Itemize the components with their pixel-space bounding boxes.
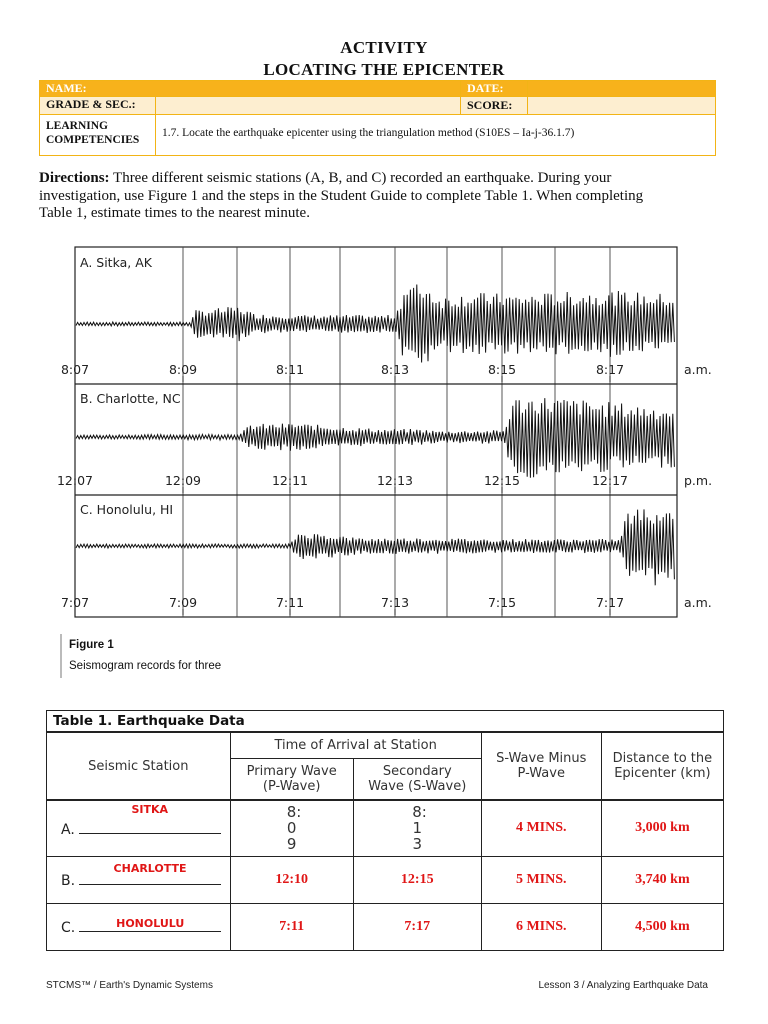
p-wave-cell: 12:10: [230, 856, 353, 903]
s-wave-cell: [353, 800, 481, 856]
page-subtitle: LOCATING THE EPICENTER: [263, 60, 505, 79]
distance-cell: 3,000 km: [601, 800, 723, 856]
time-tick-label: 7:09: [168, 595, 198, 610]
seismogram-trace: [76, 509, 674, 585]
col-header-arrival: Time of Arrival at Station: [230, 732, 481, 758]
score-label: SCORE:: [461, 97, 528, 115]
station-name: SITKA: [131, 802, 169, 816]
name-label: NAME:: [40, 81, 461, 97]
directions-label: Directions:: [39, 170, 110, 186]
time-period-label: a.m.: [684, 595, 712, 610]
time-tick-label: 7:07: [60, 595, 90, 610]
table-row: [47, 856, 724, 903]
station-letter: A.: [61, 821, 75, 838]
table-caption: Table 1. Earthquake Data: [47, 711, 724, 733]
date-label: DATE:: [461, 81, 528, 97]
time-period-label: p.m.: [684, 473, 713, 488]
diff-cell: 6 MINS.: [481, 903, 601, 950]
station-label: B. Charlotte, NC: [80, 391, 181, 406]
station-name: CHARLOTTE: [113, 862, 187, 875]
col-header-station: Seismic Station: [47, 732, 231, 800]
time-tick-label: 7:13: [380, 595, 410, 610]
time-tick-label: 7:11: [275, 595, 305, 610]
p-wave-value: 8:09: [286, 803, 302, 854]
col-header-primary: Primary Wave (P-Wave): [230, 758, 353, 800]
student-info-table: [39, 80, 716, 156]
directions-text: Three different seismic stations (A, B, and C) recorded an earthquake. During your investigation, use Figure 1 and the steps in the Student Guide to complete Table 1. When completing Table 1, estimate times to the nearest minute.: [39, 170, 644, 221]
s-wave-value: 8:13: [412, 803, 427, 854]
time-tick-label: 7:15: [487, 595, 517, 610]
distance-cell: 3,740 km: [601, 856, 723, 903]
seismogram-figure: [0, 232, 768, 624]
time-tick-label: 8:13: [380, 362, 410, 377]
col-header-secondary: Secondary Wave (S-Wave): [353, 758, 481, 800]
score-field[interactable]: [528, 97, 716, 115]
station-letter: C.: [61, 920, 76, 936]
station-blank[interactable]: [79, 802, 221, 834]
competency-text: 1.7. Locate the earthquake epicenter using the triangulation method (S10ES – Ia-j-36.1.7): [162, 127, 575, 139]
station-letter: B.: [61, 873, 76, 889]
s-wave-cell: 12:15: [353, 856, 481, 903]
time-tick-label: 12:13: [376, 473, 414, 488]
grade-label: GRADE & SEC.:: [40, 97, 156, 114]
grade-field[interactable]: [156, 97, 460, 114]
station-label: C. Honolulu, HI: [80, 502, 174, 517]
time-tick-label: 8:09: [168, 362, 198, 377]
time-tick-label: 8:15: [487, 362, 517, 377]
distance-cell: 4,500 km: [601, 903, 723, 950]
p-wave-cell: [230, 800, 353, 856]
caption-bar: [60, 634, 62, 678]
grade-row: [40, 97, 461, 115]
seismogram-trace: [76, 398, 674, 478]
time-tick-label: 12:11: [271, 473, 309, 488]
station-cell: [47, 856, 231, 903]
directions: [39, 170, 679, 223]
diff-cell: 5 MINS.: [481, 856, 601, 903]
footer-left: STCMS™ / Earth's Dynamic Systems: [46, 980, 213, 991]
time-period-label: a.m.: [684, 362, 712, 377]
figure-caption-text: Seismogram records for three: [69, 660, 222, 672]
station-cell: [47, 903, 231, 950]
col-header-distance: Distance to the Epicenter (km): [601, 732, 723, 800]
earthquake-data-table: [46, 710, 724, 951]
competencies-label: LEARNING COMPETENCIES: [40, 115, 156, 155]
date-field[interactable]: [528, 81, 716, 97]
time-tick-label: 8:17: [595, 362, 625, 377]
seismogram-trace: [76, 285, 674, 363]
station-blank[interactable]: [79, 862, 221, 885]
p-wave-cell: 7:11: [230, 903, 353, 950]
time-tick-label: 8:07: [60, 362, 90, 377]
competency-row: [40, 115, 716, 156]
table-row: [47, 800, 724, 856]
table-row: [47, 903, 724, 950]
time-tick-label: 8:11: [275, 362, 305, 377]
time-tick-label: 12:15: [483, 473, 521, 488]
station-label: A. Sitka, AK: [80, 255, 152, 270]
time-tick-label: 12:07: [56, 473, 94, 488]
station-cell: [47, 800, 231, 856]
time-tick-label: 12:17: [591, 473, 629, 488]
s-wave-cell: 7:17: [353, 903, 481, 950]
diff-cell: 4 MINS.: [481, 800, 601, 856]
station-name: HONOLULU: [116, 917, 185, 930]
col-header-diff: S-Wave Minus P-Wave: [481, 732, 601, 800]
time-tick-label: 12:09: [164, 473, 202, 488]
time-tick-label: 7:17: [595, 595, 625, 610]
figure-caption-title: Figure 1: [69, 639, 114, 651]
station-blank[interactable]: [79, 917, 221, 932]
page-title: ACTIVITY: [340, 38, 428, 57]
footer-right: Lesson 3 / Analyzing Earthquake Data: [538, 980, 708, 991]
